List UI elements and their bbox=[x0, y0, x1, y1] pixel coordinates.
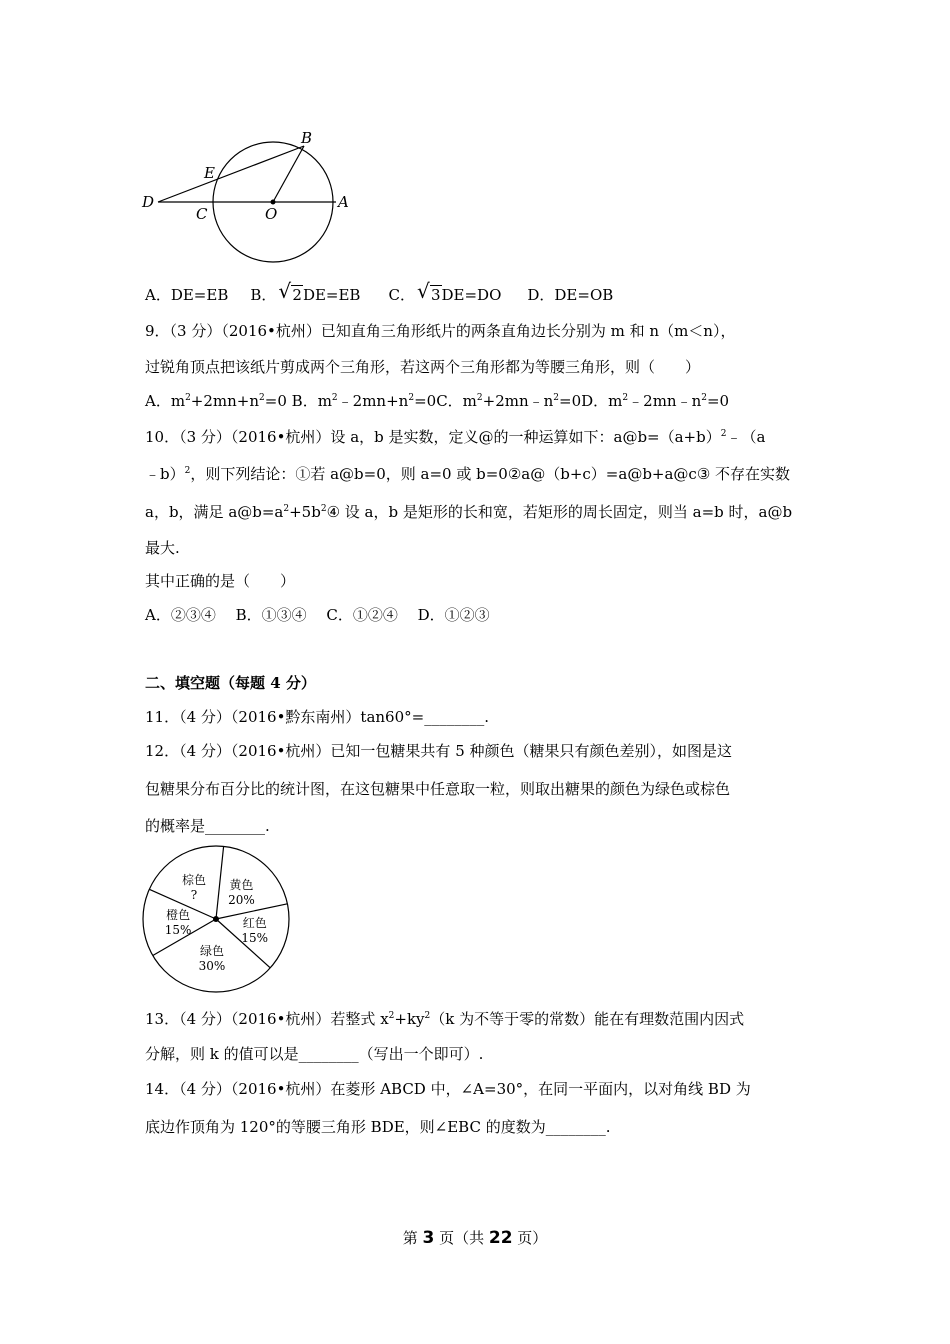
pie-slice-value: 20% bbox=[228, 892, 255, 907]
pie-slice-value: 15% bbox=[164, 923, 192, 937]
page-total: 22 bbox=[488, 1228, 513, 1248]
q13-line1: 13．（4 分）（2016•杭州）若整式 $x^2+ky^2(k$ 为不等于零的常数）能在有理数范围内因式 bbox=[145, 1010, 745, 1028]
q14-line2: 底边作顶角为 120°的等腰三角形 BDE，则∠EBC 的度数为________. bbox=[145, 1118, 611, 1136]
q8-option-a: A．DE=EB bbox=[145, 286, 229, 304]
circle-figure bbox=[138, 125, 358, 270]
pie-slice-label: 黄色 bbox=[229, 877, 254, 892]
q8-option-c: DE=DO bbox=[441, 286, 502, 304]
q10-line3: a，b，满足 $a@b=a^2+5b^2④$ 设 a，b 是矩形的长和宽，若矩形的周长固定，则当 a=b 时，a@b bbox=[145, 503, 793, 521]
q12-line3: 的概率是________. bbox=[145, 817, 270, 835]
pie-slice-label: 红色 bbox=[242, 915, 267, 930]
q11: 11．（4 分）（2016•黔东南州）tan60°=________. bbox=[145, 708, 489, 726]
pie-slice-value: 30% bbox=[198, 958, 226, 973]
q8-options bbox=[145, 279, 614, 305]
pie-slice-value: ? bbox=[190, 888, 198, 903]
q14-line1: 14．（4 分）（2016•杭州）在菱形 ABCD 中，∠A=30°，在同一平面内，以对角线 BD 为 bbox=[145, 1080, 751, 1098]
q8-option-b: DE=EB bbox=[302, 286, 361, 304]
pie-slice-label: 橙色 bbox=[166, 908, 191, 922]
q13-line2: 分解，则 k 的值可以是________（写出一个即可）. bbox=[145, 1045, 484, 1063]
q12-line2: 包糖果分布百分比的统计图，在这包糖果中任意取一粒，则取出糖果的颜色为绿色或棕色 bbox=[145, 780, 731, 798]
q9-line2: 过锐角顶点把该纸片剪成两个三角形，若这两个三角形都为等腰三角形，则（ ） bbox=[145, 358, 701, 376]
label-a: A bbox=[338, 193, 349, 211]
pie-slice-boundary bbox=[216, 846, 224, 919]
label-b: B bbox=[301, 129, 313, 147]
label-e: E bbox=[204, 164, 215, 182]
q12-line1: 12．（4 分）（2016•杭州）已知一包糖果共有 5 种颜色（糖果只有颜色差别），如图是这 bbox=[145, 742, 733, 760]
label-o: O bbox=[265, 205, 278, 223]
pie-center bbox=[213, 916, 219, 922]
page-number: 3 bbox=[422, 1228, 435, 1248]
q10-options: A．②③④ B．①③④ C．①②④ D．①②③ bbox=[145, 606, 490, 624]
center-point bbox=[271, 200, 276, 205]
page-footer: 第 3 页（共 22 页） bbox=[402, 1228, 548, 1248]
label-c: C bbox=[196, 205, 208, 223]
q9-options: A．$m^2+2mn+n^2=0$ B．$m^2﹣2mn+n^2=0C$．$m^2+2mn﹣n^2=0D$．$m^2﹣2mn﹣n^2=0$ bbox=[145, 392, 730, 410]
q10-line1: 10．（3 分）（2016•杭州）设 a，b 是实数，定义@的一种运算如下：$a@b=(a+b)^2﹣(a$ bbox=[145, 428, 766, 446]
line-db bbox=[158, 146, 304, 202]
label-d: D bbox=[142, 193, 155, 211]
q8-option-d: D．DE=OB bbox=[527, 286, 614, 304]
section2-title: 二、填空题（每题 4 分） bbox=[145, 674, 316, 692]
q8-option-b-prefix: B． bbox=[250, 286, 277, 304]
pie-chart bbox=[138, 842, 298, 997]
pie-slice-label: 绿色 bbox=[199, 943, 225, 958]
sqrt-3: √ 3 bbox=[416, 279, 441, 304]
pie-slice-value: 15% bbox=[241, 930, 269, 945]
q10-line5: 其中正确的是（ ） bbox=[145, 572, 296, 590]
line-ob bbox=[273, 146, 304, 202]
sqrt-2: √ 2 bbox=[278, 279, 302, 304]
q9-line1: 9．（3 分）（2016•杭州）已知直角三角形纸片的两条直角边长分别为 m 和 n（m＜n）， bbox=[145, 322, 736, 340]
q10-line4: 最大. bbox=[145, 539, 180, 557]
q8-option-c-prefix: C． bbox=[388, 286, 415, 304]
q10-line2: ﹣b）$^2$，则下列结论：①若 a@b=0，则 a=0 或 b=0②a@（b+c）=a@b+a@c③ 不存在实数 bbox=[145, 465, 791, 483]
pie-slice-label: 棕色 bbox=[181, 873, 207, 888]
